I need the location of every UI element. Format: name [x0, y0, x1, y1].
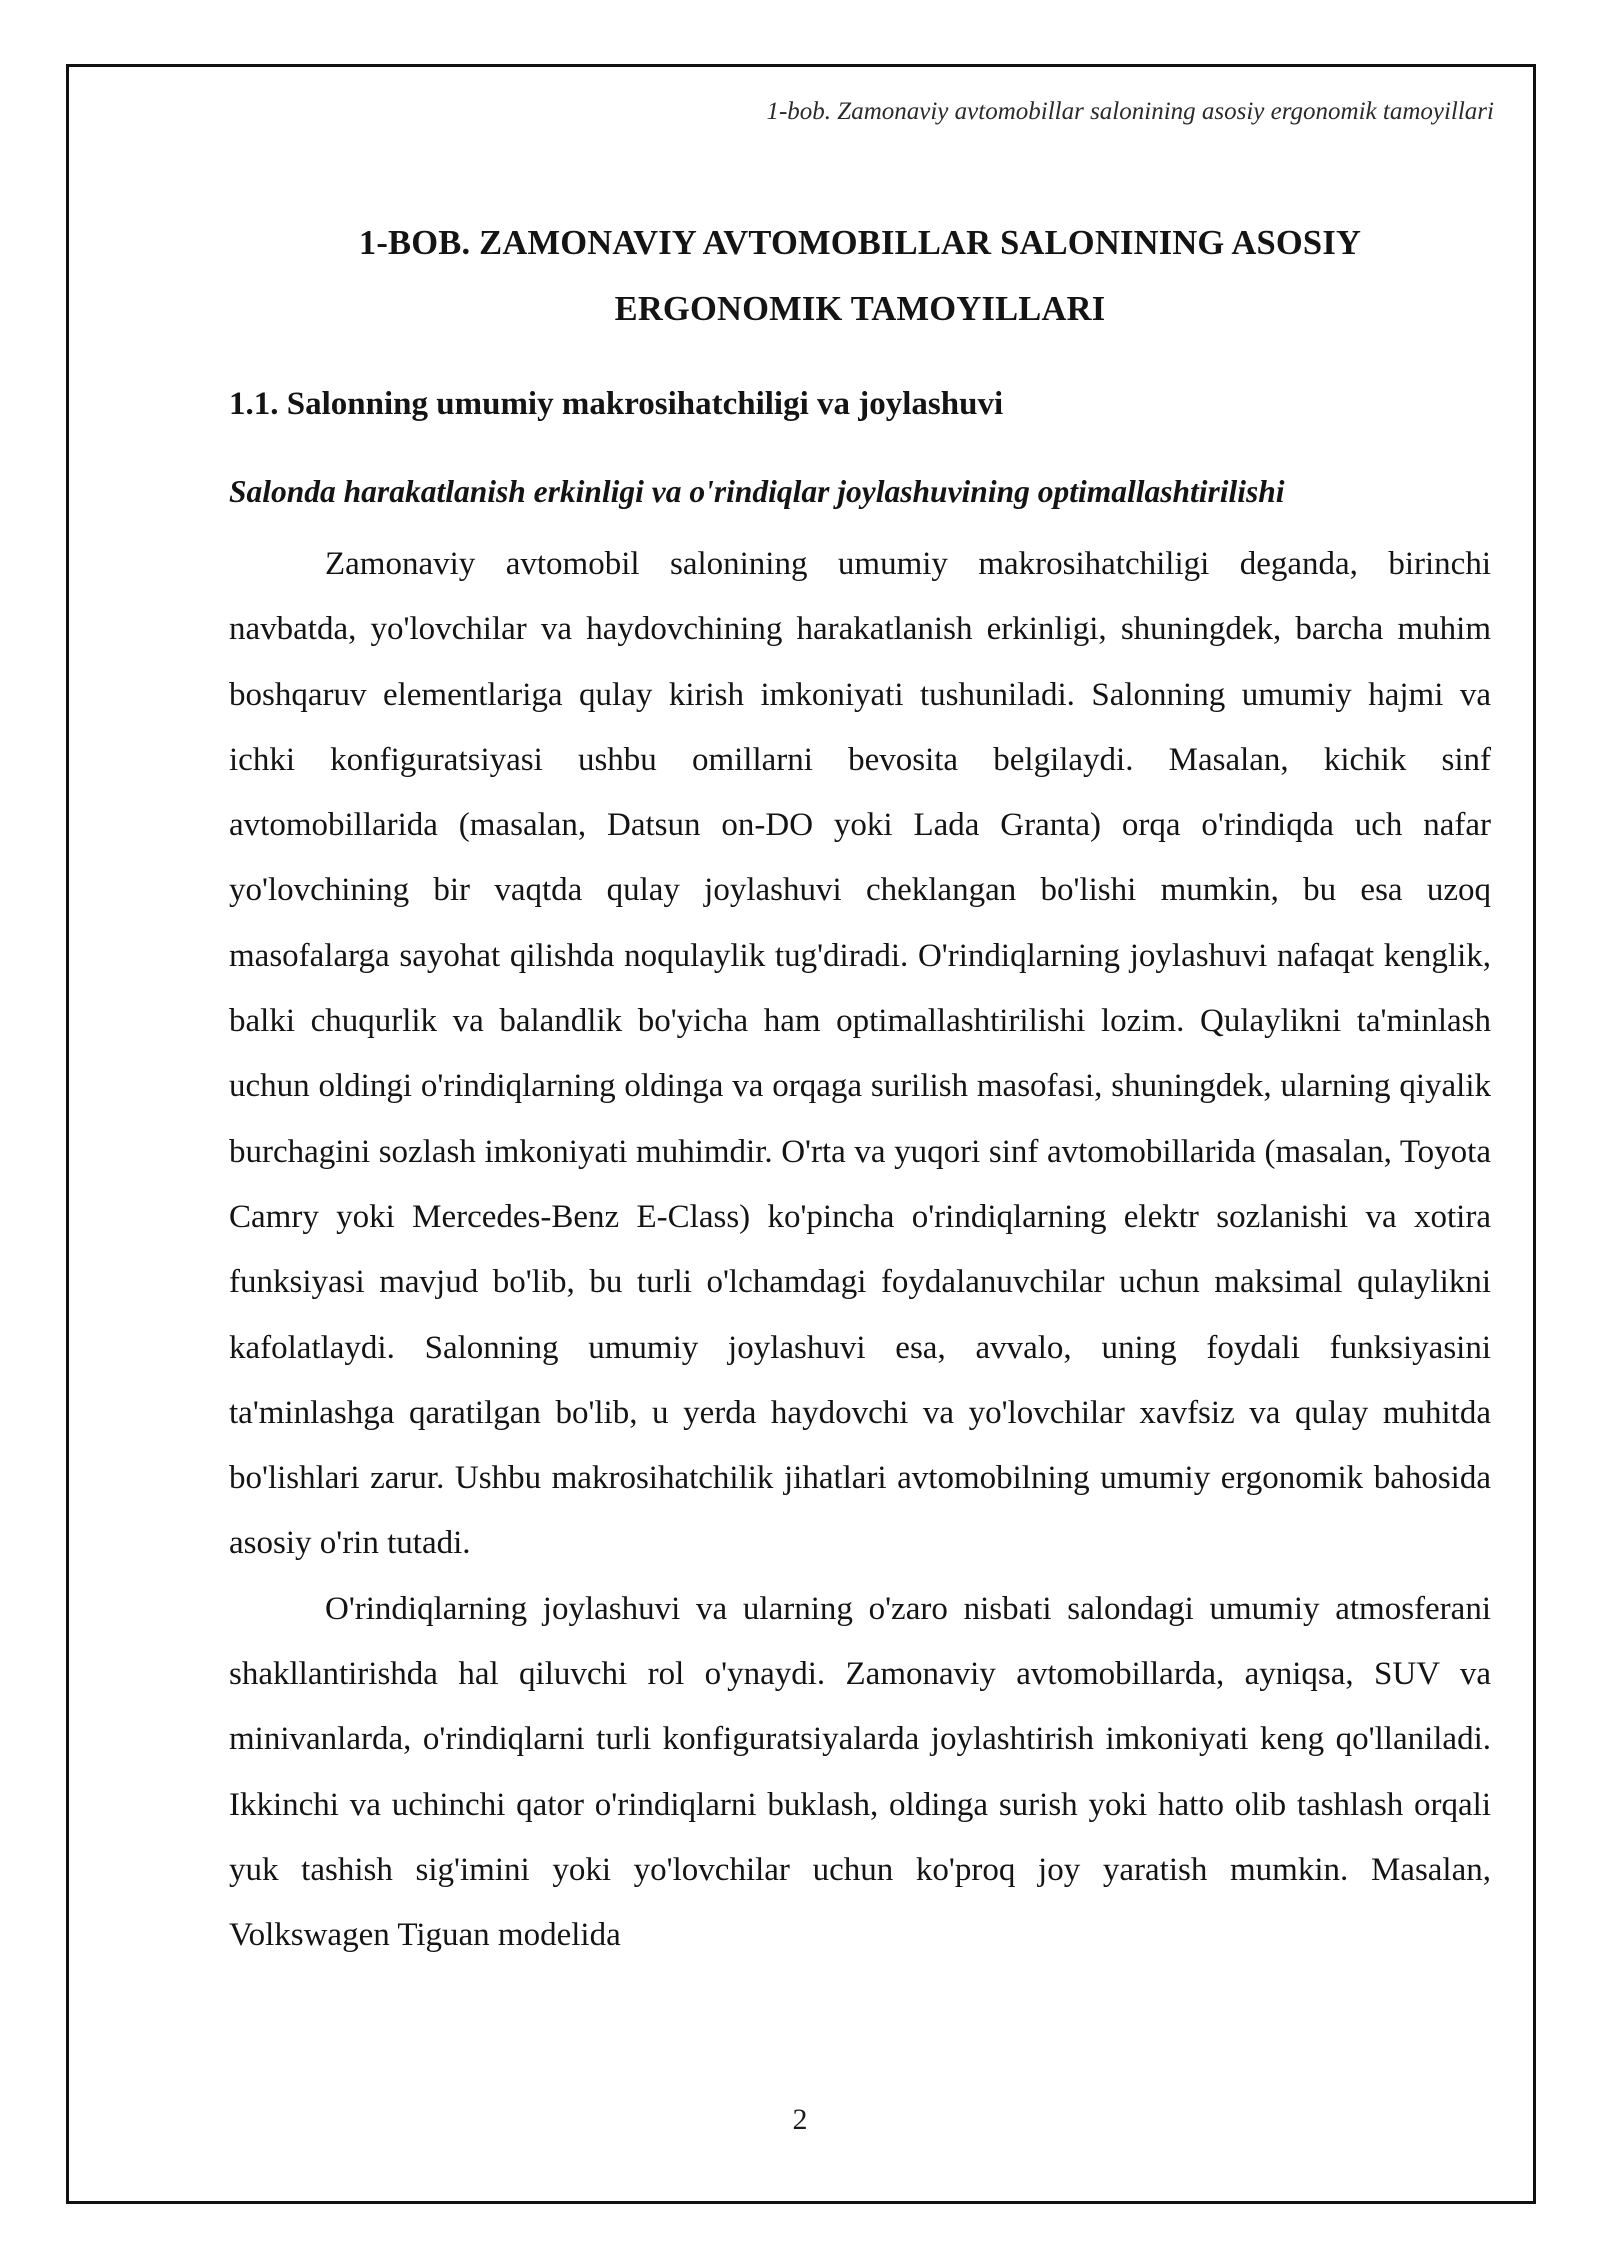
- page-content: [229, 210, 1491, 1969]
- body-paragraph-1: Zamonaviy avtomobil salonining umumiy makrosihatchiligi deganda, birinchi navbatda, yo'lovchilar va haydovchining harakatlanish erkinligi, shuningdek, barcha muhim boshqaruv elementlariga qulay kirish imkoniyati tushuniladi. Salonning umumiy hajmi va ichki konfiguratsiyasi ushbu omillarni bevosita belgilaydi. Masalan, kichik sinf avtomobillarida (masalan, Datsun on-DO yoki Lada Granta) orqa o'rindiqda uch nafar yo'lovchining bir vaqtda qulay joylashuvi cheklangan bo'lishi mumkin, bu esa uzoq masofalarga sayohat qilishda noqulaylik tug'diradi. O'rindiqlarning joylashuvi nafaqat kenglik, balki chuqurlik va balandlik bo'yicha ham optimallashtirilishi lozim. Qulaylikni ta'minlash uchun oldingi o'rindiqlarning oldinga va orqaga surilish masofasi, shuningdek, ularning qiyalik burchagini sozlash imkoniyati muhimdir. O'rta va yuqori sinf avtomobillarida (masalan, Toyota Camry yoki Mercedes-Benz E-Class) ko'pincha o'rindiqlarning elektr sozlanishi va xotira funksiyasi mavjud bo'lib, bu turli o'lchamdagi foydalanuvchilar uchun maksimal qulaylikni kafolatlaydi. Salonning umumiy joylashuvi esa, avvalo, uning foydali funksiyasini ta'minlashga qaratilgan bo'lib, u yerda haydovchi va yo'lovchilar xavfsiz va qulay muhitda bo'lishlari zarur. Ushbu makrosihatchilik jihatlari avtomobilning umumiy ergonomik bahosida asosiy o'rin tutadi.: [229, 546, 1491, 1562]
- running-header: 1-bob. Zamonaviy avtomobillar salonining asosiy ergonomik tamoyillari: [766, 98, 1494, 125]
- subsection-title: Salonda harakatlanish erkinligi va o'rindiqlar joylashuvining optimallashtirilishi: [229, 474, 1285, 509]
- chapter-title-line-1: 1-BOB. ZAMONAVIY AVTOMOBILLAR SALONINING ASOSIY: [358, 224, 1362, 262]
- body-paragraph-2: O'rindiqlarning joylashuvi va ularning o'zaro nisbati salondagi umumiy atmosferani shakllantirishda hal qiluvchi rol o'ynaydi. Zamonaviy avtomobillarda, ayniqsa, SUV va minivanlarda, o'rindiqlarni turli konfiguratsiyalarda joylashtirish imkoniyati keng qo'llaniladi. Ikkinchi va uchinchi qator o'rindiqlarni buklash, oldinga surish yoki hatto olib tashlash orqali yuk tashish sig'imini yoki yo'lovchilar uchun ko'proq joy yaratish mumkin. Masalan, Volkswagen Tiguan modelida: [229, 1590, 1491, 1954]
- page-number: 2: [792, 2103, 808, 2136]
- chapter-title-line-2: ERGONOMIK TAMOYILLARI: [614, 290, 1106, 328]
- section-title: 1.1. Salonning umumiy makrosihatchiligi va joylashuvi: [229, 386, 1004, 422]
- chapter-title: [229, 210, 1491, 342]
